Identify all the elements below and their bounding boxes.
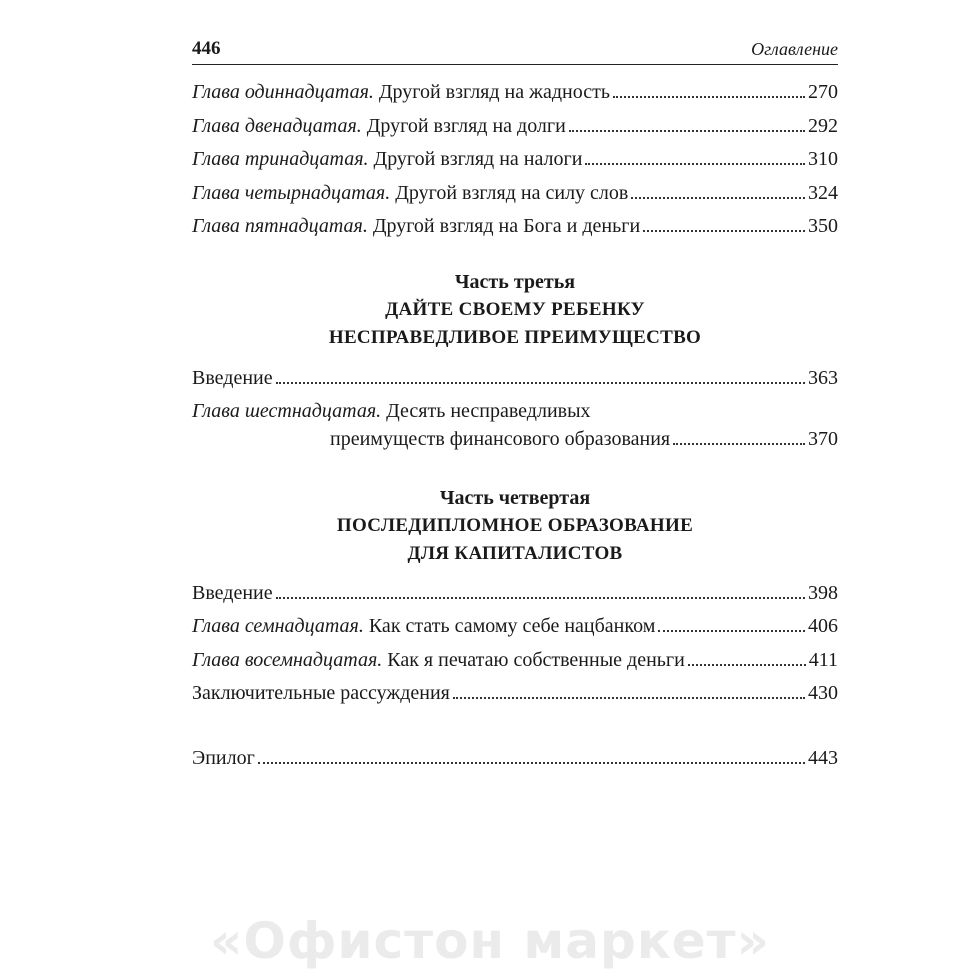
- toc-page-number: 398: [808, 582, 838, 604]
- toc-page-number: 411: [808, 649, 838, 671]
- toc-entry-text: Другой взгляд на Бога и деньги: [367, 215, 641, 237]
- toc-entry-text: Эпилог: [192, 747, 255, 769]
- toc-entry-text: Как стать самому себе нацбанком: [363, 615, 656, 637]
- toc-entry[interactable]: [192, 366, 838, 390]
- running-header: [192, 38, 838, 65]
- toc-page-number: 292: [808, 115, 838, 137]
- toc-chapter-label: Глава четырнадцатая.: [192, 182, 391, 204]
- watermark: «Офистон маркет»: [210, 912, 770, 970]
- toc-entry-text: Другой взгляд на силу слов: [390, 182, 629, 204]
- toc-entry[interactable]: [192, 746, 838, 770]
- dot-leader: [276, 597, 805, 599]
- part-title: ДАЙТЕ СВОЕМУ РЕБЕНКУ: [385, 299, 645, 320]
- toc-entry[interactable]: [192, 581, 838, 605]
- toc-chapter-label: Глава шестнадцатая.: [192, 400, 382, 422]
- toc-entry-text: Другой взгляд на долги: [361, 115, 566, 137]
- toc-chapter-label: Глава одиннадцатая.: [192, 81, 374, 103]
- part-title: НЕСПРАВЕДЛИВОЕ ПРЕИМУЩЕСТВО: [328, 327, 702, 348]
- part-heading: [192, 268, 838, 352]
- part-title: ПОСЛЕДИПЛОМНОЕ ОБРАЗОВАНИЕ: [336, 515, 694, 536]
- part-heading: [192, 484, 838, 568]
- dot-leader: [258, 762, 805, 764]
- toc-entry-first-line[interactable]: [192, 399, 838, 423]
- toc-entry-text: Как я печатаю собственные деньги: [382, 649, 685, 671]
- toc-entry[interactable]: [192, 614, 838, 638]
- toc-entry-text: Другой взгляд на жадность: [373, 81, 610, 103]
- toc-chapter-label: Глава тринадцатая.: [192, 148, 369, 170]
- toc-entry[interactable]: [192, 147, 838, 171]
- toc-page-number: 406: [808, 615, 838, 637]
- toc-page-number: 443: [808, 747, 838, 769]
- page-number: 446: [192, 38, 221, 59]
- dot-leader: [585, 163, 805, 165]
- toc-page-number: 270: [808, 81, 838, 103]
- toc-page-number: 350: [808, 215, 838, 237]
- toc-chapter-label: Глава двенадцатая.: [192, 115, 362, 137]
- dot-leader: [643, 230, 805, 232]
- toc-page-number: 370: [808, 428, 838, 450]
- toc-chapter-label: Глава семнадцатая.: [192, 615, 364, 637]
- toc-entry-text: Другой взгляд на налоги: [368, 148, 583, 170]
- toc-entry-text: Введение: [192, 367, 273, 389]
- toc-entry[interactable]: [192, 114, 838, 138]
- toc-entry[interactable]: [192, 648, 838, 672]
- dot-leader: [658, 630, 805, 632]
- toc-entry-text: Десять несправедливых: [381, 400, 591, 422]
- header-title: Оглавление: [751, 39, 838, 59]
- part-title: ДЛЯ КАПИТАЛИСТОВ: [407, 543, 623, 564]
- toc-chapter-label: Глава восемнадцатая.: [192, 649, 383, 671]
- dot-leader: [688, 664, 806, 666]
- toc-chapter-label: Глава пятнадцатая.: [192, 215, 368, 237]
- dot-leader: [613, 96, 805, 98]
- toc-entry[interactable]: [192, 181, 838, 205]
- dot-leader: [631, 197, 805, 199]
- toc-entry-text: преимуществ финансового образования: [330, 428, 671, 450]
- dot-leader: [569, 130, 805, 132]
- dot-leader: [453, 697, 805, 699]
- toc-entry[interactable]: [192, 80, 838, 104]
- dot-leader: [276, 382, 805, 384]
- toc-entry-text: Введение: [192, 582, 273, 604]
- toc-page-number: 363: [808, 367, 838, 389]
- toc-entry[interactable]: [192, 214, 838, 238]
- toc-entry-continuation[interactable]: [330, 427, 838, 451]
- toc-page-number: 310: [808, 148, 838, 170]
- part-name: Часть третья: [454, 271, 576, 293]
- toc-entry-text: Заключительные рассуждения: [192, 682, 450, 704]
- dot-leader: [673, 443, 805, 445]
- toc-page-number: 430: [808, 682, 838, 704]
- toc-page-number: 324: [808, 182, 838, 204]
- toc-entry[interactable]: [192, 681, 838, 705]
- part-name: Часть четвертая: [439, 487, 591, 509]
